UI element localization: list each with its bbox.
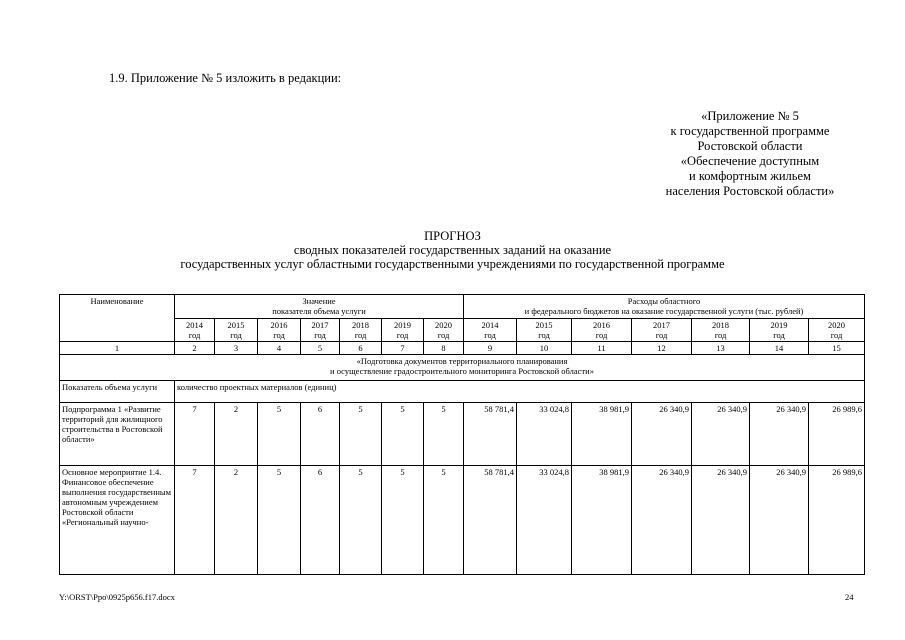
index-cell: 9 xyxy=(464,342,517,355)
indicator-name: Показатель объема услуги xyxy=(60,381,175,403)
appendix-line: «Приложение № 5 xyxy=(701,109,799,123)
index-cell: 5 xyxy=(301,342,340,355)
year-header: 2014 год xyxy=(175,319,215,342)
appendix-heading xyxy=(600,109,900,199)
row-cell: 5 xyxy=(258,466,301,575)
index-cell: 3 xyxy=(215,342,258,355)
row-cell: 5 xyxy=(424,403,464,466)
index-cell: 12 xyxy=(632,342,692,355)
section-line2: и осуществление градостроительного мониторинга Ростовской области» xyxy=(330,366,594,376)
header-value-group xyxy=(175,295,464,319)
row-cell: 6 xyxy=(301,403,340,466)
intro-text: 1.9. Приложение № 5 изложить в редакции: xyxy=(109,71,342,85)
index-cell: 4 xyxy=(258,342,301,355)
row-cell: 5 xyxy=(340,403,382,466)
year-header: 2015 год xyxy=(215,319,258,342)
index-cell: 10 xyxy=(517,342,572,355)
row-cell: 5 xyxy=(258,403,301,466)
year-header: 2017 год xyxy=(301,319,340,342)
row-cell: 6 xyxy=(301,466,340,575)
appendix-line: к государственной программе xyxy=(670,124,830,138)
year-header: 2018 год xyxy=(692,319,750,342)
indicator-row xyxy=(60,381,865,403)
year-header: 2020 год xyxy=(809,319,865,342)
title-line: сводных показателей государственных заданий на оказание xyxy=(293,243,612,257)
header-name: Наименование xyxy=(60,295,175,342)
index-cell: 1 xyxy=(60,342,175,355)
year-header: 2015 год xyxy=(517,319,572,342)
row-cell: 26 340,9 xyxy=(632,403,692,466)
row-cell: 26 989,6 xyxy=(809,466,865,575)
year-header: 2017 год xyxy=(632,319,692,342)
forecast-table xyxy=(59,294,865,575)
row-cell: 5 xyxy=(340,466,382,575)
row-name: Подпрограмма 1 «Развитие территорий для жилищного строительства в Ростовской области» xyxy=(60,403,175,466)
row-cell: 26 340,9 xyxy=(692,403,750,466)
row-cell: 7 xyxy=(175,403,215,466)
row-cell: 2 xyxy=(215,466,258,575)
appendix-line: Ростовской области xyxy=(697,139,803,153)
year-header: 2014 год xyxy=(464,319,517,342)
row-name: Основное мероприятие 1.4. Финансовое обеспечение выполнения государственным автономным учреждением Ростовской области «Региональный научно- xyxy=(60,466,175,575)
index-cell: 8 xyxy=(424,342,464,355)
year-header: 2016 год xyxy=(572,319,632,342)
title-line: ПРОГНОЗ xyxy=(424,229,481,243)
row-cell: 38 981,9 xyxy=(572,403,632,466)
index-cell: 6 xyxy=(340,342,382,355)
row-cell: 26 340,9 xyxy=(632,466,692,575)
year-header: 2019 год xyxy=(382,319,424,342)
appendix-line: «Обеспечение доступным xyxy=(680,154,820,168)
index-cell: 14 xyxy=(750,342,809,355)
index-cell: 13 xyxy=(692,342,750,355)
year-header: 2018 год xyxy=(340,319,382,342)
appendix-line: населения Ростовской области» xyxy=(665,184,835,198)
row-cell: 26 340,9 xyxy=(692,466,750,575)
row-cell: 33 024,8 xyxy=(517,466,572,575)
row-cell: 26 340,9 xyxy=(750,403,809,466)
header-value-line2: показателя объема услуги xyxy=(272,306,366,316)
index-cell: 11 xyxy=(572,342,632,355)
row-cell: 7 xyxy=(175,466,215,575)
row-cell: 33 024,8 xyxy=(517,403,572,466)
appendix-line: и комфортным жильем xyxy=(689,169,811,183)
title-line: государственных услуг областными государственными учреждениями по государственной программе xyxy=(180,257,725,271)
row-cell: 26 989,6 xyxy=(809,403,865,466)
row-cell: 5 xyxy=(424,466,464,575)
row-cell: 58 781,4 xyxy=(464,466,517,575)
header-expense-line2: и федерального бюджетов на оказание государственной услуги (тыс. рублей) xyxy=(524,306,804,316)
footer-file-path: Y:\ORST\Ppo\0925p656.f17.docx xyxy=(59,592,175,602)
index-cell: 2 xyxy=(175,342,215,355)
section-title xyxy=(60,355,865,381)
row-cell: 26 340,9 xyxy=(750,466,809,575)
row-cell: 5 xyxy=(382,466,424,575)
row-cell: 5 xyxy=(382,403,424,466)
document-title xyxy=(0,229,905,271)
table-row xyxy=(60,403,865,466)
table-row xyxy=(60,466,865,575)
header-expense-line1: Расходы областного xyxy=(627,296,701,306)
row-cell: 2 xyxy=(215,403,258,466)
year-header: 2016 год xyxy=(258,319,301,342)
header-expense-group xyxy=(464,295,865,319)
index-cell: 7 xyxy=(382,342,424,355)
index-row xyxy=(60,342,865,355)
section-line1: «Подготовка документов территориального планирования xyxy=(356,356,568,366)
footer-page-number: 24 xyxy=(845,592,854,602)
index-cell: 15 xyxy=(809,342,865,355)
section-row xyxy=(60,355,865,381)
header-value-line1: Значение xyxy=(302,296,336,306)
year-header: 2020 год xyxy=(424,319,464,342)
row-cell: 58 781,4 xyxy=(464,403,517,466)
year-header: 2019 год xyxy=(750,319,809,342)
row-cell: 38 981,9 xyxy=(572,466,632,575)
indicator-value: количество проектных материалов (единиц) xyxy=(175,381,865,403)
